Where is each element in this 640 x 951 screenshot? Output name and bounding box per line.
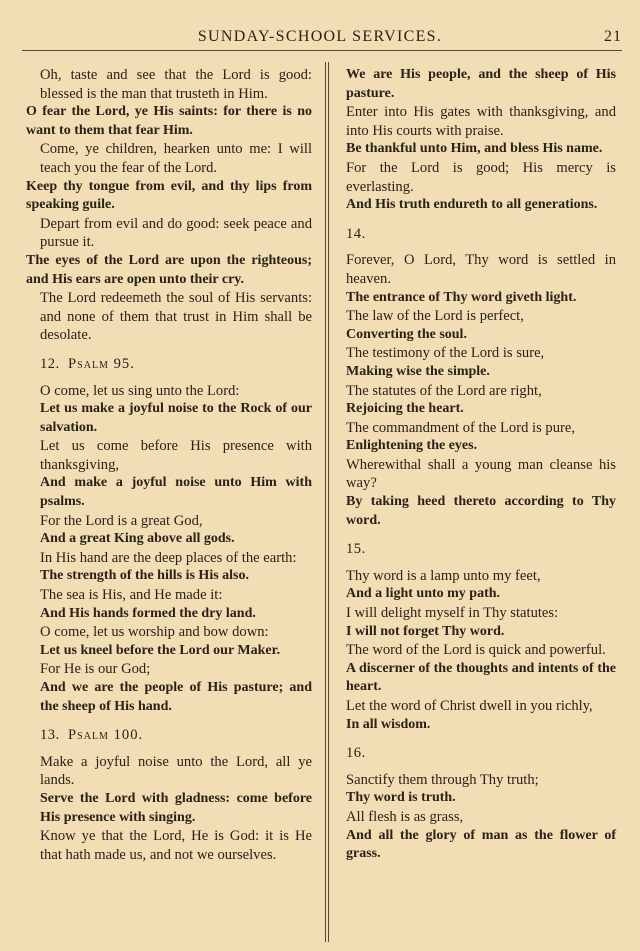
response-line: Serve the Lord with gladness: come before His presence with singing. — [40, 790, 312, 825]
response-line: And we are the people of His pasture; and the sheep of His hand. — [40, 680, 312, 714]
section-number: 15. — [346, 541, 366, 558]
response-line: And all the glory of man as the flower of grass. — [346, 827, 616, 862]
page-header — [0, 28, 640, 50]
response-line: And a light unto my path. — [346, 586, 501, 602]
response-line: Let us make a joyful noise to the Rock of our salvation. — [40, 401, 312, 435]
column-divider-b — [328, 62, 329, 942]
response-line: The eyes of the Lord are upon the righteous; and His ears are open unto their cry. — [26, 252, 312, 287]
section-title: Psalm 95. — [68, 355, 135, 372]
running-title: SUNDAY-SCHOOL SERVICES. — [197, 28, 443, 45]
reading-line: Wherewithal shall a young man cleanse his way? — [346, 456, 616, 492]
reading-line: The law of the Lord is perfect, — [346, 308, 524, 325]
response-line: In all wisdom. — [346, 716, 431, 732]
reading-line: Come, ye children, hearken unto me: I will teach you the fear of the Lord. — [40, 141, 312, 176]
response-line: O fear the Lord, ye His saints: for there is no want to them that fear Him. — [26, 104, 312, 138]
reading-line: The word of the Lord is quick and powerful. — [346, 642, 606, 659]
reading-line: The Lord redeemeth the soul of His servants: and none of them that trust in Him shall be desolate. — [40, 290, 312, 344]
section-number: 16. — [346, 745, 366, 762]
reading-line: Depart from evil and do good: seek peace and pursue it. — [40, 215, 312, 251]
section-title: Psalm 100. — [68, 727, 144, 744]
reading-line: For He is our God; — [40, 661, 151, 678]
section-heading-15 — [332, 540, 616, 559]
reading-line: The sea is His, and He made it: — [40, 587, 223, 604]
reading-line: For the Lord is good; His mercy is everlasting. — [346, 159, 616, 195]
response-line: Enlightening the eyes. — [346, 438, 478, 454]
response-line: A discerner of the thoughts and intents of the heart. — [346, 660, 616, 695]
section-heading-14 — [332, 225, 616, 244]
response-line: And His truth endureth to all generations. — [346, 197, 598, 213]
section-number: 14. — [346, 225, 366, 242]
reading-line: Know ye that the Lord, He is God: it is He that hath made us, and not we ourselves. — [40, 828, 312, 863]
left-column — [26, 66, 312, 864]
reading-line: In His hand are the deep places of the earth: — [40, 549, 297, 566]
section-heading-16 — [332, 744, 616, 763]
reading-line: Thy word is a lamp unto my feet, — [346, 567, 541, 584]
response-line: Let us kneel before the Lord our Maker. — [40, 642, 281, 658]
reading-line: Let us come before His presence with thanksgiving, — [40, 438, 312, 473]
section-number: 12. — [40, 355, 60, 372]
column-divider-a — [325, 62, 326, 942]
right-column — [332, 66, 616, 864]
page-number: 21 — [604, 28, 622, 45]
reading-line: Sanctify them through Thy truth; — [346, 771, 539, 788]
response-line: Rejoicing the heart. — [346, 401, 464, 417]
response-line: By taking heed thereto according to Thy word. — [346, 494, 616, 528]
response-line: And a great King above all gods. — [40, 531, 235, 547]
section-heading-13 — [26, 726, 312, 745]
reading-line: The testimony of the Lord is sure, — [346, 345, 545, 362]
response-line: Be thankful unto Him, and bless His name. — [346, 141, 603, 157]
response-line: We are His people, and the sheep of His pasture. — [346, 67, 616, 101]
reading-line: Make a joyful noise unto the Lord, all ye lands. — [40, 753, 312, 789]
section-number: 13. — [40, 727, 60, 744]
reading-line: O come, let us sing unto the Lord: — [40, 382, 240, 399]
reading-line: O come, let us worship and bow down: — [40, 624, 269, 641]
response-line: And make a joyful noise unto Him with psalms. — [40, 475, 312, 510]
response-line: Thy word is truth. — [346, 790, 456, 806]
reading-line: Forever, O Lord, Thy word is settled in heaven. — [346, 252, 616, 287]
response-line: Keep thy tongue from evil, and thy lips from speaking guile. — [26, 178, 312, 213]
header-rule — [22, 50, 622, 51]
reading-line: The statutes of the Lord are right, — [346, 382, 542, 399]
response-line: Converting the soul. — [346, 326, 467, 342]
reading-line: For the Lord is a great God, — [40, 512, 203, 529]
reading-line: Enter into His gates with thanksgiving, and into His courts with praise. — [346, 104, 616, 139]
reading-line: All flesh is as grass, — [346, 808, 464, 825]
response-line: The entrance of Thy word giveth light. — [346, 289, 577, 305]
response-line: I will not forget Thy word. — [346, 623, 505, 639]
response-line: And His hands formed the dry land. — [40, 605, 256, 621]
reading-line: I will delight myself in Thy statutes: — [346, 605, 559, 622]
reading-line: Let the word of Christ dwell in you richly, — [346, 698, 593, 714]
response-line: The strength of the hills is His also. — [40, 568, 249, 584]
reading-line: The commandment of the Lord is pure, — [346, 419, 575, 436]
reading-line: Oh, taste and see that the Lord is good: blessed is the man that trusteth in Him. — [40, 67, 312, 102]
response-line: Making wise the simple. — [346, 363, 490, 379]
section-heading-12 — [26, 355, 312, 374]
